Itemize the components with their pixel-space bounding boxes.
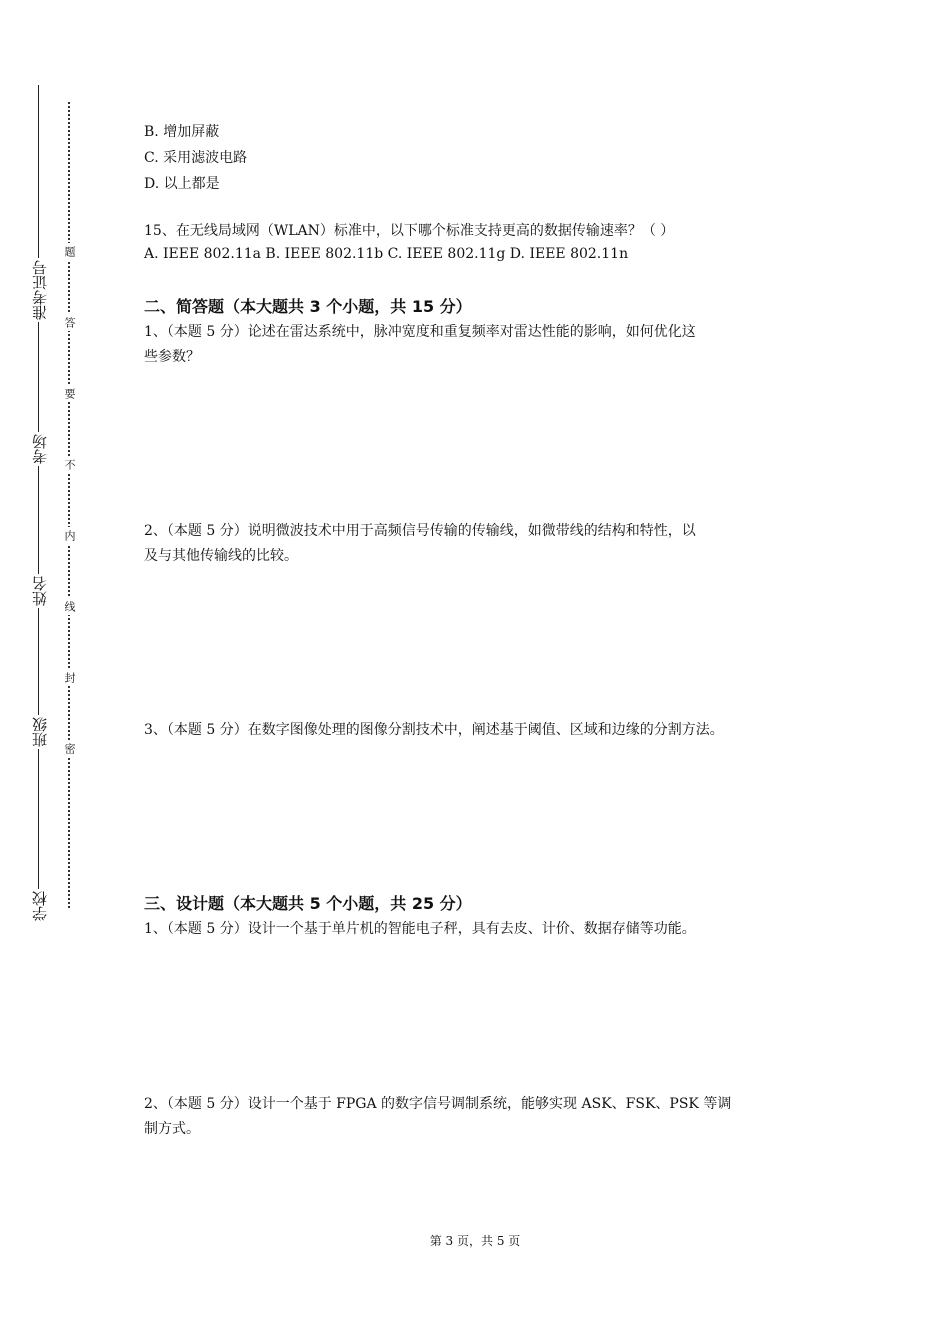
seal-dotted-line [68, 102, 70, 908]
section-3-q1: 1、（本题 5 分）设计一个基于单片机的智能电子秤，具有去皮、计价、数据存储等功能。 [144, 921, 696, 937]
option-b: B. 增加屏蔽 [144, 124, 220, 140]
seal-char-8: 密 [63, 740, 75, 757]
seal-char-4: 不 [63, 456, 75, 473]
page-number: 第 3 页，共 5 页 [429, 1234, 521, 1248]
label-name: 姓名 [31, 576, 49, 606]
option-d: D. 以上都是 [144, 176, 220, 192]
option-c: C. 采用滤波电路 [144, 150, 248, 166]
seal-char-7: 封 [63, 669, 75, 686]
seal-char-2: 答 [63, 314, 75, 331]
seal-char-3: 要 [63, 385, 75, 402]
section-3-title: 三、设计题（本大题共 5 个小题，共 25 分） [144, 894, 472, 913]
binding-solid-line [38, 85, 39, 919]
seal-char-1: 题 [63, 243, 75, 260]
label-exam-number: 准考证号 [31, 260, 49, 320]
question-15-options: A. IEEE 802.11a B. IEEE 802.11b C. IEEE 802.11g D. IEEE 802.11n [144, 246, 629, 262]
section-3-q2: 2、（本题 5 分）设计一个基于 FPGA 的数字信号调制系统，能够实现 ASK、FSK、PSK 等调 [144, 1096, 732, 1112]
seal-char-6: 线 [63, 598, 75, 615]
section-2-q1-cont: 些参数？ [144, 349, 200, 365]
question-15: 15、在无线局域网（WLAN）标准中，以下哪个标准支持更高的数据传输速率？（ ） [144, 223, 675, 239]
section-3-q2-cont: 制方式。 [144, 1121, 200, 1137]
section-2-q1: 1、（本题 5 分）论述在雷达系统中，脉冲宽度和重复频率对雷达性能的影响，如何优化这 [144, 324, 696, 340]
section-2-q2: 2、（本题 5 分）说明微波技术中用于高频信号传输的传输线，如微带线的结构和特性，以 [144, 523, 696, 539]
label-exam-room: 考场 [31, 434, 49, 464]
section-2-q2-cont: 及与其他传输线的比较。 [144, 548, 298, 564]
label-school: 学校 [31, 891, 49, 921]
seal-char-5: 内 [63, 527, 75, 544]
section-2-title: 二、简答题（本大题共 3 个小题，共 15 分） [144, 297, 472, 316]
label-class: 班级 [31, 717, 49, 747]
section-2-q3: 3、（本题 5 分）在数字图像处理的图像分割技术中，阐述基于阈值、区域和边缘的分割方法。 [144, 722, 724, 738]
